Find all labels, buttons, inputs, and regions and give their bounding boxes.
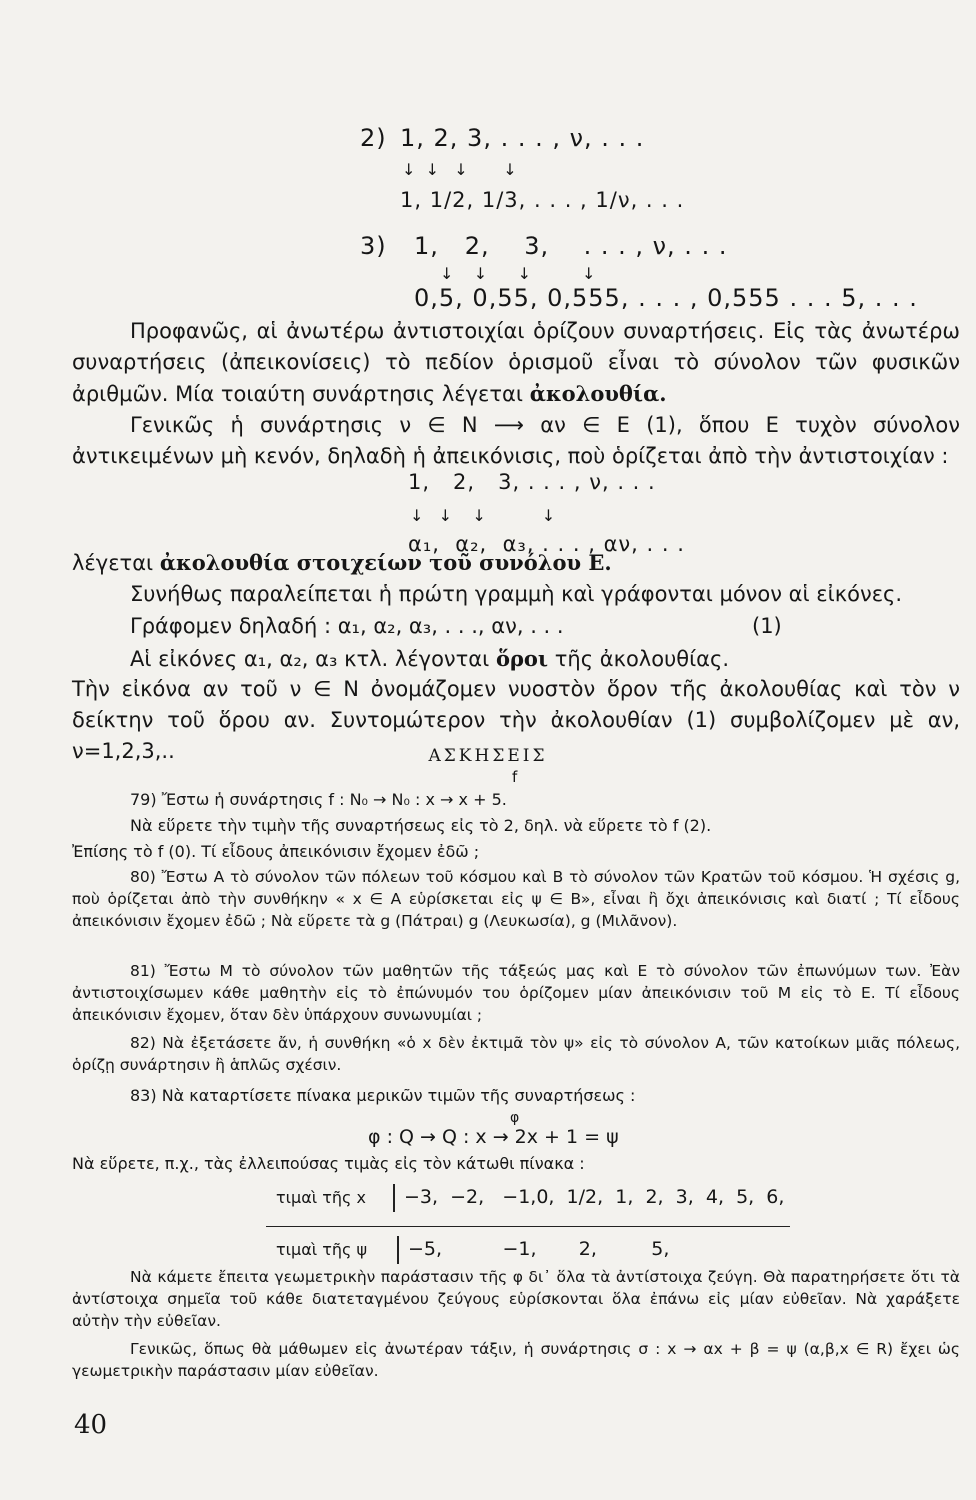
exercise-83-table-intro: Νὰ εὕρετε, π.χ., τὰς ἐλλειπούσας τιμὰς εἰς τὸν κάτωθι πίνακα : [72,1154,585,1173]
row2-domain: 1, 2, 3, . . . , ν, . . . [400,124,645,152]
exercise-83-generalization: Γενικῶς, ὅπως θὰ μάθωμεν εἰς ἀνωτέραν τάξιν, ἡ συνάρτησις σ : x → αx + β = ψ (α,β,x ∈ R) ἔχει ὡς γεωμετρικὴν παράστασιν μίαν εὐθεῖαν. [72,1340,960,1380]
row2-label: 2) [360,124,387,152]
table-y-divider [397,1236,399,1264]
exercise-81: 81) Ἔστω M τὸ σύνολον τῶν μαθητῶν τῆς τάξεώς μας καὶ E τὸ σύνολον τῶν ἐπωνύμων των. Ἐὰν ἀντιστοιχίσωμεν κάθε μαθητὴν εἰς τὸ ἐπώνυμόν του ὁρίζομεν μίαν ἀπεικόνισιν τοῦ M εἰς τὸ E. Τί εἶδους ἀπεικόνισιν ἔχομεν, ὅταν δὲν ὑπάρχουν συνωνυμίαι ; [72,962,960,1024]
table-rule [266,1226,790,1227]
exercise-83: 83) Νὰ καταρτίσετε πίνακα μερικῶν τιμῶν τῆς συναρτήσεως : [130,1086,636,1105]
row2-images: 1, 1/2, 1/3, . . . , 1/ν, . . . [400,188,685,212]
exercise-82: 82) Νὰ ἐξετάσετε ἄν, ἡ συνθήκη «ὁ x δὲν ἐκτιμᾶ τὸν ψ» εἰς τὸ σύνολον A, τῶν κατοίκων μιᾶς πόλεως, ὁρίζῃ συνάρτησιν ἢ ἁπλῶς σχέσιν. [72,1034,960,1074]
paragraph-3: λέγεται ἀκολουθία στοιχείων τοῦ συνόλου E. [72,550,612,575]
exercise-79-line3: Ἐπίσης τὸ f (0). Τί εἶδους ἀπεικόνισιν ἔχομεν ἐδῶ ; [72,842,480,861]
paragraph-2: Γενικῶς ἡ συνάρτησις ν ∈ N ⟶ αν ∈ E (1), ὅπου E τυχὸν σύνολον ἀντικειμένων μὴ κενόν, δηλαδὴ ἡ ἀπεικόνισις, ποὺ ὁρίζεται ἀπὸ τὴν ἀντιστοιχίαν : [72,413,960,468]
row3-label: 3) [360,232,387,260]
page-number: 40 [74,1410,108,1440]
phi-label: φ [510,1110,520,1126]
exercise-79-line1: 79) Ἔστω ἡ συνάρτησις f : N₀ → N₀ : x → x + 5. [130,790,507,809]
paragraph-7: Τὴν εἰκόνα αν τοῦ ν ∈ N ὀνομάζομεν νυοστὸν ὅρον τῆς ἀκολουθίας καὶ τὸν ν δείκτην τοῦ ὅρου αν. Συντομώτερον τὴν ἀκολουθίαν (1) συμβολίζομεν μὲ αν, ν=1,2,3,.. [72,677,960,763]
row2-arrows: ↓ ↓ ↓ ↓ [402,160,517,179]
sequence-domain: 1, 2, 3, . . . , ν, . . . [408,470,656,494]
exercises-heading: ΑΣΚΗΣΕΙΣ [428,746,548,766]
table-x-label: τιμαὶ τῆς x [276,1188,366,1207]
sequence-arrows: ↓ ↓ ↓ ↓ [410,506,556,525]
row3-domain: 1, 2, 3, . . . , ν, . . . [414,232,728,260]
table-x-values: −3, −2, −1,0, 1/2, 1, 2, 3, 4, 5, 6, [404,1186,785,1208]
row3-arrows: ↓ ↓ ↓ ↓ [440,264,596,283]
exercise-83-instructions: Νὰ κάμετε ἔπειτα γεωμετρικὴν παράστασιν τῆς φ δι᾽ ὅλα τὰ ἀντίστοιχα ζεύγη. Θὰ παρατηρήσετε ὅτι τὰ ἀντίστοιχα σημεῖα τοῦ κάθε διατεταγμένου ζεύγους εὑρίσκονται ὅλα ἐπάνω εἰς μίαν εὐθεῖαν. Νὰ χαράξετε αὐτὴν τὴν εὐθεῖαν. [72,1268,960,1330]
exercise-79-line2: Νὰ εὕρετε τὴν τιμὴν τῆς συναρτήσεως εἰς τὸ 2, δηλ. νὰ εὕρετε τὸ f (2). [130,816,712,835]
phi-formula: φ : Q → Q : x → 2x + 1 = ψ [368,1126,619,1148]
equation-number: (1) [752,614,782,638]
table-x-divider [393,1184,395,1212]
table-y-label: τιμαὶ τῆς ψ [276,1240,368,1259]
exercise-80: 80) Ἔστω A τὸ σύνολον τῶν πόλεων τοῦ κόσμου καὶ B τὸ σύνολον τῶν Κρατῶν τοῦ κόσμου. Ἡ σχέσις g, ποὺ ὁρίζεται ἀπὸ τὴν συνθήκην « x ∈ A εὑρίσκεται εἰς ψ ∈ B», εἶναι ἢ ὄχι ἀπεικόνισις καὶ διατί ; Τί εἶδους ἀπεικόνισιν ἔχομεν ἐδῶ ; Νὰ εὕρετε τὰ g (Πάτραι) g (Λευκωσία), g (Μιλᾶνον). [72,868,960,930]
paragraph-6: Αἱ εἰκόνες α₁, α₂, α₃ κτλ. λέγονται ὅροι τῆς ἀκολουθίας. [130,646,730,671]
paragraph-4: Συνήθως παραλείπεται ἡ πρώτη γραμμὴ καὶ γράφονται μόνον αἱ εἰκόνες. [130,582,903,606]
f-label: f [512,768,518,786]
paragraph-1: Προφανῶς, αἱ ἀνωτέρω ἀντιστοιχίαι ὁρίζουν συναρτήσεις. Εἰς τὰς ἀνωτέρω συναρτήσεις (ἀπεικονίσεις) τὸ πεδίον ὁρισμοῦ εἶναι τὸ σύνολον τῶν φυσικῶν ἀριθμῶν. Μία τοιαύτη συνάρτησις λέγεται ἀκολουθία. [72,319,960,406]
table-y-values: −5, −1, 2, 5, [408,1238,670,1260]
row3-images: 0,5, 0,55, 0,555, . . . , 0,555 . . . 5, . . . [414,284,918,312]
paragraph-5: Γράφομεν δηλαδή : α₁, α₂, α₃, . . ., αν, . . . [130,614,564,638]
sequence-images: α₁, α₂, α₃, . . . , αν, . . . [408,532,685,556]
